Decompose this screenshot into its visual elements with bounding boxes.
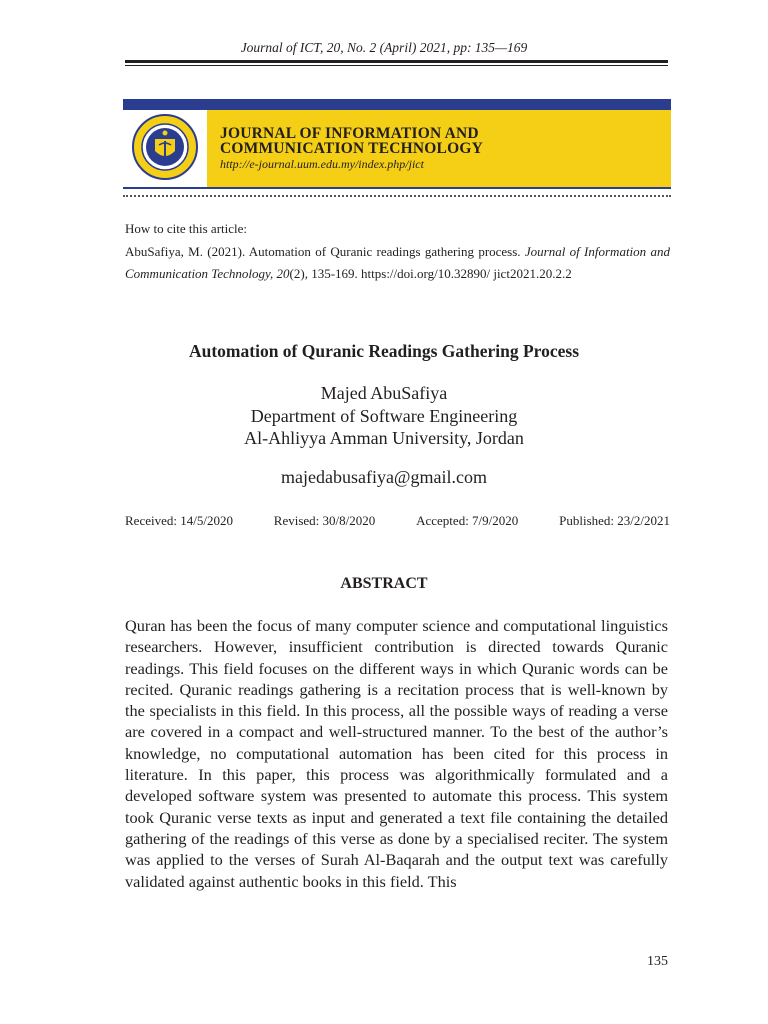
author-email[interactable]: majedabusafiya@gmail.com xyxy=(280,467,487,487)
citation-text xyxy=(125,241,670,286)
journal-name-line1: JOURNAL OF INFORMATION AND xyxy=(220,125,479,142)
date-published: Published: 23/2/2021 xyxy=(559,513,670,528)
banner-bottom-bar xyxy=(123,187,671,189)
citation-heading: How to cite this article: xyxy=(125,221,248,236)
journal-name xyxy=(220,126,660,156)
date-accepted: Accepted: 7/9/2020 xyxy=(416,513,519,528)
journal-banner xyxy=(123,99,671,189)
journal-name-line2: COMMUNICATION TECHNOLOGY xyxy=(220,140,484,157)
dotted-divider xyxy=(123,195,671,197)
paper-title: Automation of Quranic Readings Gathering Process xyxy=(188,341,580,361)
author-name: Majed AbuSafiya xyxy=(320,383,448,403)
banner-top-bar xyxy=(123,99,671,110)
header-rule-thin xyxy=(125,65,668,66)
journal-url-link[interactable]: http://e-journal.uum.edu.my/index.php/jict xyxy=(220,157,424,171)
citation-text-plain: AbuSafiya, M. (2021). Automation of Quranic readings gathering process. xyxy=(125,243,525,259)
university-seal-icon xyxy=(131,113,199,181)
page-number: 135 xyxy=(647,954,668,969)
banner-logo-area xyxy=(123,110,207,187)
date-received: Received: 14/5/2020 xyxy=(125,513,233,528)
author-block xyxy=(0,382,768,450)
abstract-heading: ABSTRACT xyxy=(340,575,428,592)
citation-block xyxy=(125,218,670,286)
header-rule-thick xyxy=(125,60,668,63)
citation-journal: Journal of Information and Communication Technology, 20 xyxy=(125,243,670,281)
banner-title-area xyxy=(207,110,671,187)
date-revised: Revised: 30/8/2020 xyxy=(273,513,376,528)
abstract-body: Quran has been the focus of many computer science and computational linguistics researchers. However, insufficient contribution is directed towards Quranic readings. This field focuses on the different ways in which Quranic words can be recited. Quranic readings gathering is a recitation process that is well-known by the specialists in this field. In this process, all the possible ways of reading a verse are covered in a compact and well-structured manner. To the best of the author’s knowledge, no computational automation has been cited for this process in literature. In this paper, this process was algorithmically formulated and a developed software system was presented to automate this process. This system took Quranic verse texts as input and generated a text file containing the detailed gathering of the readings of this verse as done by a specialised reciter. The system was applied to the verses of Surah Al-Baqarah and the output text was carefully validated against authentic books in this field. This xyxy=(125,616,668,891)
author-university: Al-Ahliyya Amman University, Jordan xyxy=(244,428,524,448)
dates-row xyxy=(125,513,670,529)
running-head: Journal of ICT, 20, No. 2 (April) 2021, pp: 135—169 xyxy=(240,40,528,55)
author-department: Department of Software Engineering xyxy=(250,405,518,426)
citation-text-after: (2), 135-169. https://doi.org/10.32890/ jict2021.20.2.2 xyxy=(289,266,572,281)
